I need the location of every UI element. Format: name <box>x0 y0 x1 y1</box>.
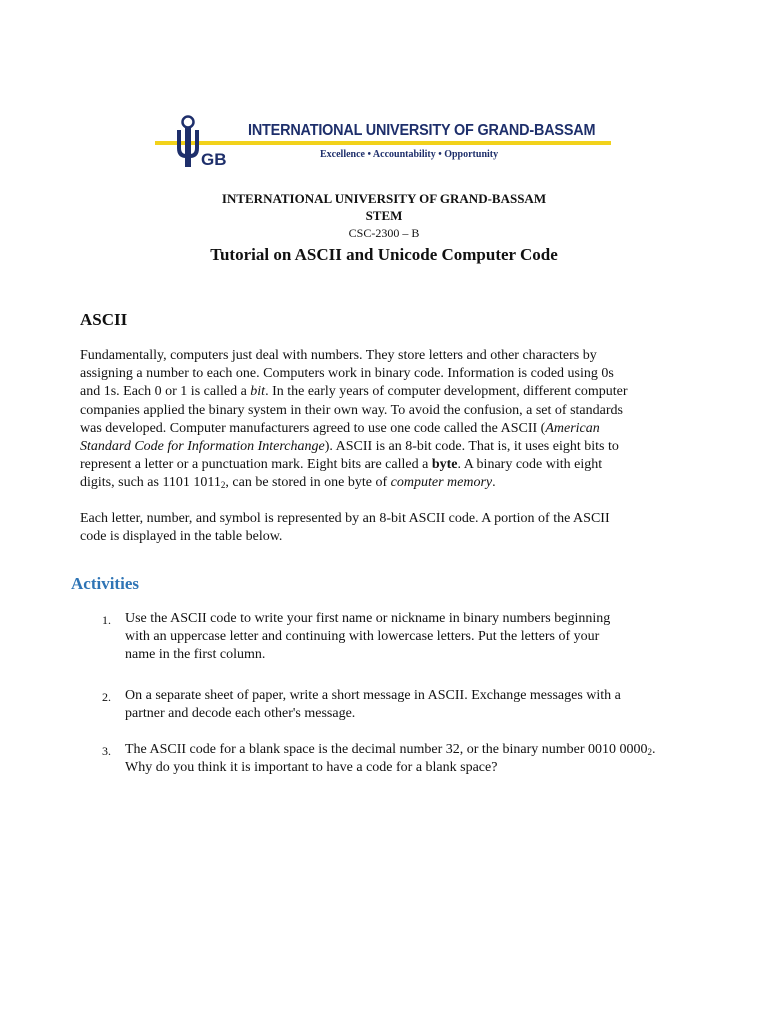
term-bit: bit <box>250 384 266 400</box>
ascii-intro-paragraph <box>80 347 700 493</box>
paragraph-line: Each letter, number, and symbol is represented by an 8-bit ASCII code. A portion of the ASCII <box>80 511 610 526</box>
activity-number: 3. <box>102 744 111 758</box>
document-title: Tutorial on ASCII and Unicode Computer Code <box>210 245 558 264</box>
ascii-expansion-part1: American <box>545 420 600 436</box>
paragraph-line: Standard Code for Information Interchange). ASCII is an 8-bit code. That is, it uses eight bits to <box>80 439 619 455</box>
logo-university-name: INTERNATIONAL UNIVERSITY OF GRAND-BASSAM <box>248 122 596 139</box>
term-byte: byte <box>431 457 458 473</box>
paragraph-line: and 1s. Each 0 or 1 is called a bit. In the early years of computer development, different computer <box>80 384 628 400</box>
paragraph-line: was developed. Computer manufacturers agreed to use one code called the ASCII (American <box>80 420 600 436</box>
header-course: CSC-2300 – B <box>348 226 420 240</box>
term-computer-memory: computer memory <box>390 475 493 491</box>
activity-text: Use the ASCII code to write your first name or nickname in binary numbers beginning with an uppercase letter and continuing with lowercase letters. Put the letters of your name in the first column. <box>125 611 611 663</box>
header-university: INTERNATIONAL UNIVERSITY OF GRAND-BASSAM <box>221 191 547 206</box>
logo-motto: Excellence • Accountability • Opportunity <box>320 149 499 160</box>
paragraph-line: companies applied the binary system in their own way. To avoid the confusion, a set of standards <box>80 402 623 418</box>
activity-text: The ASCII code for a blank space is the decimal number 32, or the binary number 0010 $0000_2$. Why do you think it is important to have a code for a blank space? <box>125 742 656 776</box>
paragraph-line: represent a letter or a punctuation mark. Eight bits are called a byte. A binary code with eight <box>80 457 603 473</box>
paragraph-line: Fundamentally, computers just deal with numbers. They store letters and other characters by <box>80 348 597 363</box>
logo-gold-band <box>155 141 611 145</box>
activity-text: On a separate sheet of paper, write a short message in ASCII. Exchange messages with a partner and decode each other's message. <box>125 688 621 722</box>
ascii-table-intro-paragraph <box>80 510 700 546</box>
paragraph-line: digits, such as 1101 $1011_2$, can be stored in one byte of computer memory. <box>80 475 496 491</box>
ascii-section-heading: ASCII <box>80 310 128 329</box>
activities-heading: Activities <box>71 574 139 593</box>
logo-emblem-icon <box>177 117 199 168</box>
university-logo-banner <box>155 112 615 174</box>
activity-number: 2. <box>102 690 111 704</box>
logo-monogram: GB <box>201 150 227 169</box>
activity-number: 1. <box>102 613 111 627</box>
header-department: STEM <box>365 208 403 223</box>
paragraph-line: code is displayed in the table below. <box>80 529 283 545</box>
paragraph-line: assigning a number to each one. Computers work in binary code. Information is coded using 0s <box>80 366 614 382</box>
ascii-expansion-part2: Standard Code for Information Interchange <box>80 439 325 455</box>
